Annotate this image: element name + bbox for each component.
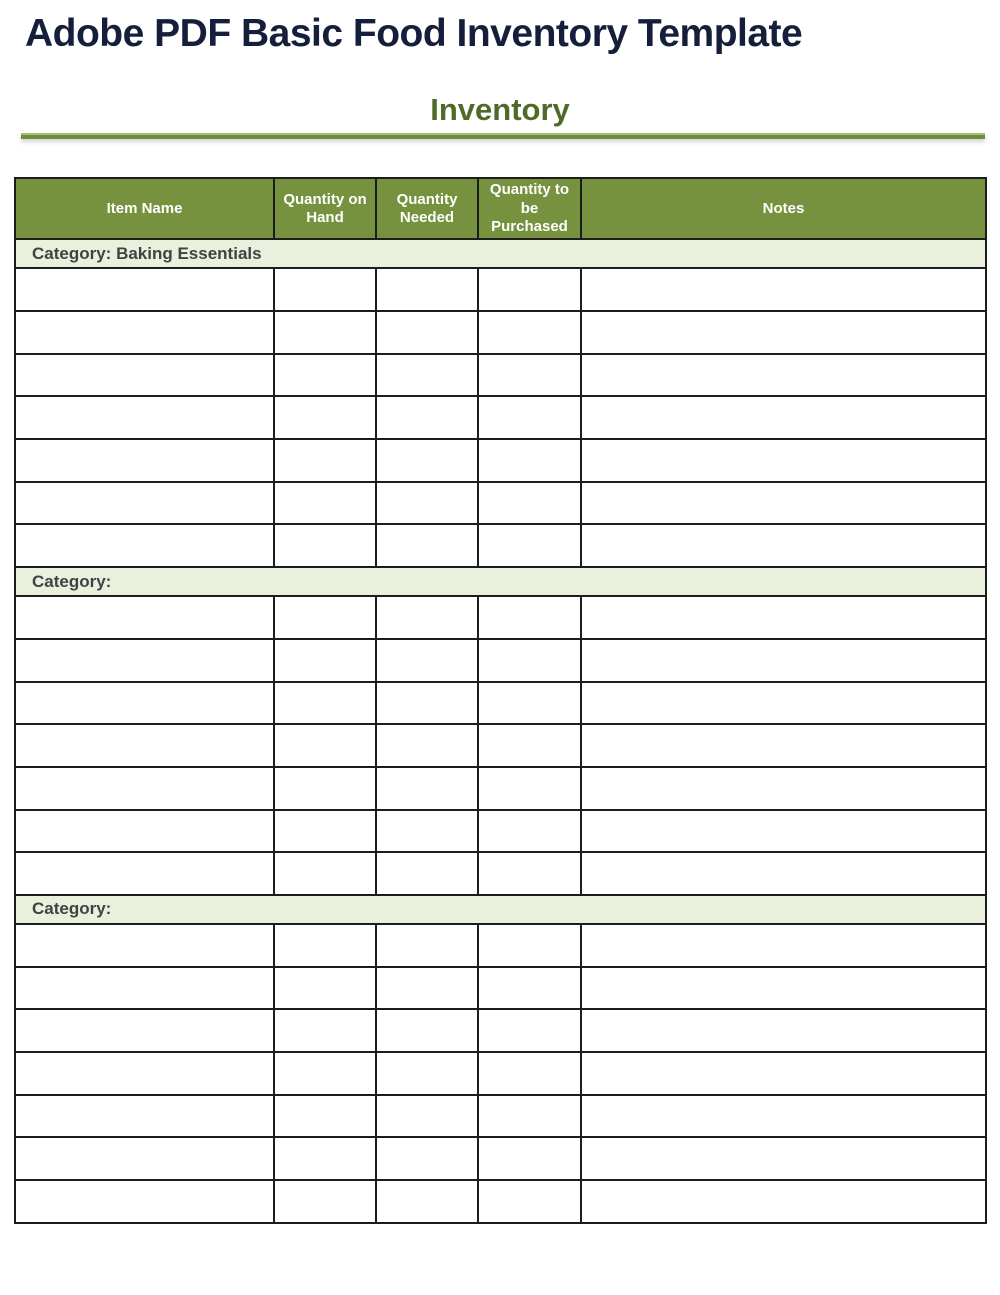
cell-quantity-to-be-purchased[interactable] xyxy=(478,1137,581,1180)
cell-item-name[interactable] xyxy=(15,396,274,439)
cell-quantity-on-hand[interactable] xyxy=(274,482,376,525)
cell-quantity-needed[interactable] xyxy=(376,1052,478,1095)
heading-divider xyxy=(21,133,985,139)
cell-notes[interactable] xyxy=(581,482,986,525)
category-label[interactable]: Category: xyxy=(15,895,986,924)
cell-item-name[interactable] xyxy=(15,524,274,567)
table-header-row xyxy=(15,178,986,239)
cell-quantity-needed[interactable] xyxy=(376,439,478,482)
cell-item-name[interactable] xyxy=(15,810,274,853)
cell-quantity-to-be-purchased[interactable] xyxy=(478,354,581,397)
cell-quantity-to-be-purchased[interactable] xyxy=(478,852,581,895)
cell-quantity-needed[interactable] xyxy=(376,1009,478,1052)
cell-notes[interactable] xyxy=(581,724,986,767)
category-label[interactable]: Category: xyxy=(15,567,986,596)
cell-quantity-needed[interactable] xyxy=(376,354,478,397)
item-row xyxy=(15,439,986,482)
item-row xyxy=(15,767,986,810)
category-row xyxy=(15,239,986,268)
cell-quantity-to-be-purchased[interactable] xyxy=(478,396,581,439)
cell-quantity-on-hand[interactable] xyxy=(274,1095,376,1138)
cell-item-name[interactable] xyxy=(15,967,274,1010)
cell-quantity-to-be-purchased[interactable] xyxy=(478,810,581,853)
item-row xyxy=(15,1009,986,1052)
cell-notes[interactable] xyxy=(581,1009,986,1052)
cell-quantity-on-hand[interactable] xyxy=(274,810,376,853)
cell-quantity-needed[interactable] xyxy=(376,396,478,439)
cell-quantity-needed[interactable] xyxy=(376,1095,478,1138)
cell-quantity-to-be-purchased[interactable] xyxy=(478,439,581,482)
column-header-quantity-to-be-purchased: Quantity to be Purchased xyxy=(478,178,581,239)
category-label[interactable]: Category: Baking Essentials xyxy=(15,239,986,268)
cell-item-name[interactable] xyxy=(15,682,274,725)
cell-notes[interactable] xyxy=(581,639,986,682)
cell-quantity-on-hand[interactable] xyxy=(274,1180,376,1223)
column-header-notes: Notes xyxy=(581,178,986,239)
cell-quantity-on-hand[interactable] xyxy=(274,354,376,397)
item-row xyxy=(15,1095,986,1138)
item-row xyxy=(15,524,986,567)
cell-notes[interactable] xyxy=(581,1137,986,1180)
item-row xyxy=(15,1137,986,1180)
cell-quantity-to-be-purchased[interactable] xyxy=(478,924,581,967)
cell-quantity-needed[interactable] xyxy=(376,682,478,725)
cell-quantity-to-be-purchased[interactable] xyxy=(478,596,581,639)
cell-quantity-on-hand[interactable] xyxy=(274,967,376,1010)
cell-notes[interactable] xyxy=(581,1095,986,1138)
cell-quantity-needed[interactable] xyxy=(376,810,478,853)
cell-quantity-needed[interactable] xyxy=(376,268,478,311)
cell-notes[interactable] xyxy=(581,596,986,639)
cell-quantity-on-hand[interactable] xyxy=(274,596,376,639)
category-row xyxy=(15,567,986,596)
cell-quantity-needed[interactable] xyxy=(376,1180,478,1223)
cell-quantity-on-hand[interactable] xyxy=(274,396,376,439)
cell-item-name[interactable] xyxy=(15,1137,274,1180)
item-row xyxy=(15,1052,986,1095)
cell-quantity-to-be-purchased[interactable] xyxy=(478,967,581,1010)
cell-item-name[interactable] xyxy=(15,439,274,482)
cell-notes[interactable] xyxy=(581,354,986,397)
cell-quantity-needed[interactable] xyxy=(376,524,478,567)
page-title: Adobe PDF Basic Food Inventory Template xyxy=(25,12,803,55)
cell-notes[interactable] xyxy=(581,967,986,1010)
cell-quantity-on-hand[interactable] xyxy=(274,767,376,810)
item-row xyxy=(15,924,986,967)
cell-item-name[interactable] xyxy=(15,724,274,767)
cell-quantity-on-hand[interactable] xyxy=(274,1137,376,1180)
cell-quantity-on-hand[interactable] xyxy=(274,311,376,354)
cell-quantity-to-be-purchased[interactable] xyxy=(478,1180,581,1223)
item-row xyxy=(15,967,986,1010)
cell-quantity-to-be-purchased[interactable] xyxy=(478,1052,581,1095)
cell-notes[interactable] xyxy=(581,311,986,354)
column-header-item-name: Item Name xyxy=(15,178,274,239)
cell-quantity-to-be-purchased[interactable] xyxy=(478,724,581,767)
item-row xyxy=(15,1180,986,1223)
item-row xyxy=(15,810,986,853)
column-header-quantity-on-hand: Quantity on Hand xyxy=(274,178,376,239)
cell-notes[interactable] xyxy=(581,439,986,482)
cell-quantity-on-hand[interactable] xyxy=(274,268,376,311)
cell-quantity-needed[interactable] xyxy=(376,311,478,354)
cell-quantity-needed[interactable] xyxy=(376,639,478,682)
cell-quantity-needed[interactable] xyxy=(376,767,478,810)
cell-quantity-to-be-purchased[interactable] xyxy=(478,311,581,354)
cell-item-name[interactable] xyxy=(15,354,274,397)
item-row xyxy=(15,268,986,311)
cell-quantity-to-be-purchased[interactable] xyxy=(478,1095,581,1138)
cell-quantity-on-hand[interactable] xyxy=(274,439,376,482)
cell-quantity-needed[interactable] xyxy=(376,852,478,895)
cell-item-name[interactable] xyxy=(15,596,274,639)
cell-quantity-on-hand[interactable] xyxy=(274,639,376,682)
cell-quantity-on-hand[interactable] xyxy=(274,724,376,767)
cell-item-name[interactable] xyxy=(15,767,274,810)
cell-quantity-to-be-purchased[interactable] xyxy=(478,682,581,725)
cell-item-name[interactable] xyxy=(15,639,274,682)
item-row xyxy=(15,482,986,525)
cell-quantity-on-hand[interactable] xyxy=(274,524,376,567)
cell-item-name[interactable] xyxy=(15,1052,274,1095)
cell-quantity-to-be-purchased[interactable] xyxy=(478,524,581,567)
item-row xyxy=(15,311,986,354)
cell-quantity-on-hand[interactable] xyxy=(274,1052,376,1095)
cell-quantity-needed[interactable] xyxy=(376,1137,478,1180)
cell-notes[interactable] xyxy=(581,1052,986,1095)
column-header-quantity-needed: Quantity Needed xyxy=(376,178,478,239)
cell-item-name[interactable] xyxy=(15,311,274,354)
cell-quantity-on-hand[interactable] xyxy=(274,1009,376,1052)
cell-quantity-to-be-purchased[interactable] xyxy=(478,767,581,810)
cell-item-name[interactable] xyxy=(15,1180,274,1223)
cell-quantity-on-hand[interactable] xyxy=(274,852,376,895)
cell-notes[interactable] xyxy=(581,767,986,810)
cell-item-name[interactable] xyxy=(15,1095,274,1138)
item-row xyxy=(15,852,986,895)
cell-notes[interactable] xyxy=(581,924,986,967)
cell-quantity-to-be-purchased[interactable] xyxy=(478,268,581,311)
cell-quantity-needed[interactable] xyxy=(376,967,478,1010)
item-row xyxy=(15,682,986,725)
category-row xyxy=(15,895,986,924)
cell-notes[interactable] xyxy=(581,268,986,311)
cell-item-name[interactable] xyxy=(15,268,274,311)
cell-quantity-needed[interactable] xyxy=(376,924,478,967)
cell-notes[interactable] xyxy=(581,396,986,439)
cell-quantity-on-hand[interactable] xyxy=(274,682,376,725)
cell-quantity-to-be-purchased[interactable] xyxy=(478,1009,581,1052)
cell-notes[interactable] xyxy=(581,524,986,567)
cell-quantity-needed[interactable] xyxy=(376,482,478,525)
cell-quantity-needed[interactable] xyxy=(376,596,478,639)
item-row xyxy=(15,354,986,397)
cell-item-name[interactable] xyxy=(15,1009,274,1052)
cell-notes[interactable] xyxy=(581,852,986,895)
cell-notes[interactable] xyxy=(581,810,986,853)
cell-quantity-needed[interactable] xyxy=(376,724,478,767)
cell-quantity-to-be-purchased[interactable] xyxy=(478,482,581,525)
cell-notes[interactable] xyxy=(581,682,986,725)
cell-item-name[interactable] xyxy=(15,852,274,895)
inventory-table xyxy=(14,177,987,1223)
item-row xyxy=(15,596,986,639)
item-row xyxy=(15,639,986,682)
item-row xyxy=(15,724,986,767)
inventory-heading: Inventory xyxy=(430,91,570,127)
item-row xyxy=(15,396,986,439)
cell-quantity-to-be-purchased[interactable] xyxy=(478,639,581,682)
cell-notes[interactable] xyxy=(581,1180,986,1223)
cell-item-name[interactable] xyxy=(15,924,274,967)
cell-quantity-on-hand[interactable] xyxy=(274,924,376,967)
cell-item-name[interactable] xyxy=(15,482,274,525)
